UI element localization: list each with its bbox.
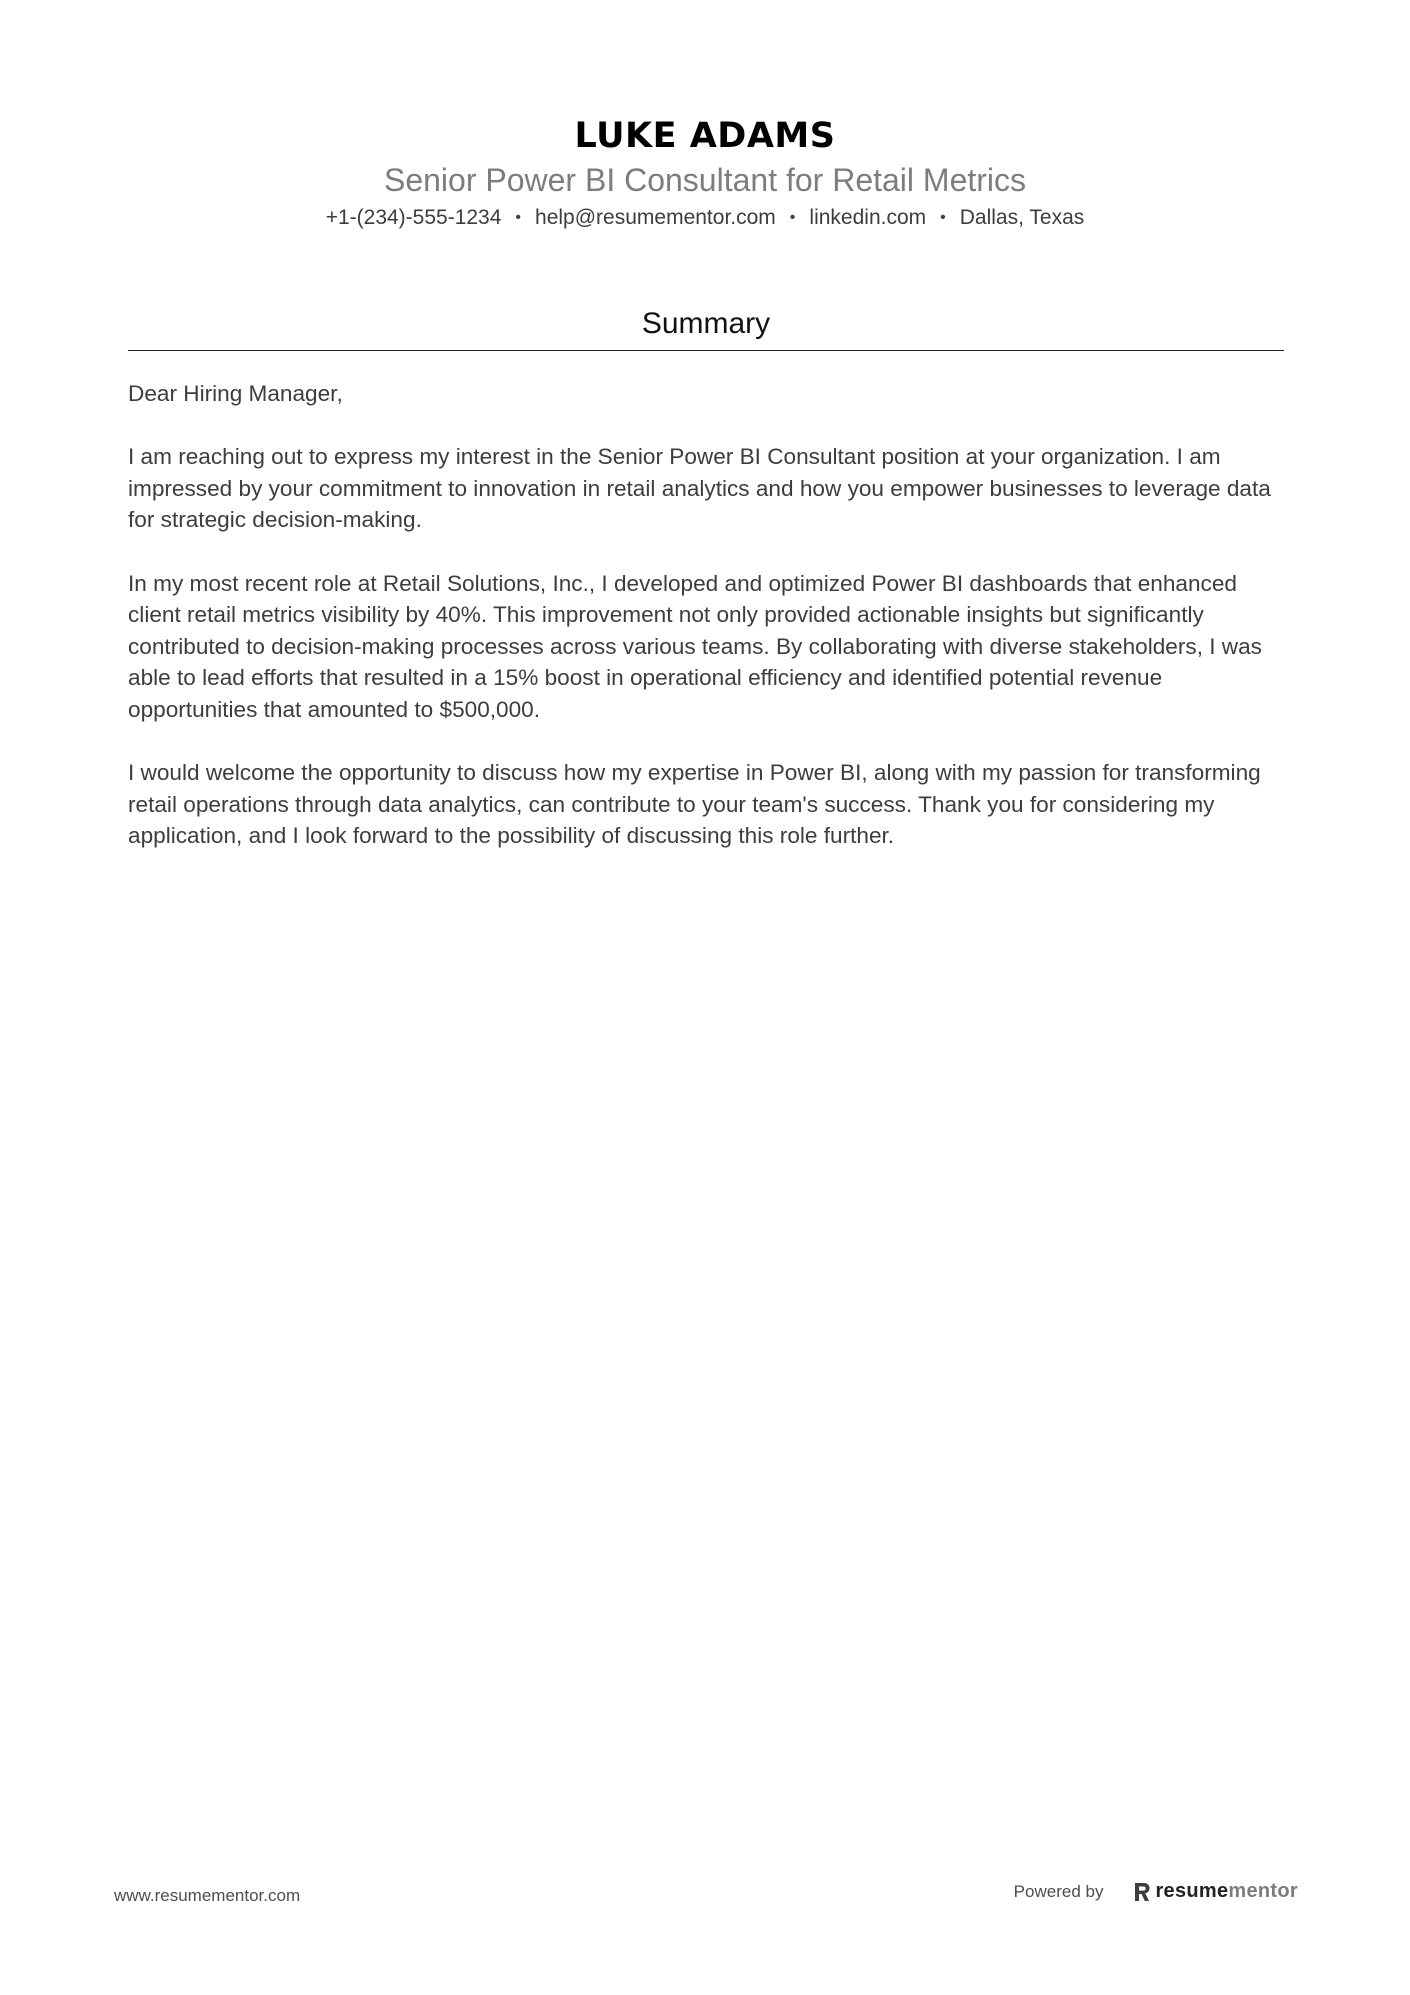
contact-line <box>0 204 1410 232</box>
footer-website[interactable]: www.resumementor.com <box>114 1886 301 1905</box>
letter-salutation: Dear Hiring Manager, <box>128 381 343 406</box>
brand-logo[interactable] <box>1133 1880 1298 1903</box>
contact-separator: • <box>515 209 522 226</box>
letter-paragraph: I am reaching out to express my interest in the Senior Power BI Consultant position at your organization. I am impressed by your commitment to innovation in retail analytics and how you empower businesses to leverage data for strategic decision-making. <box>128 444 1271 533</box>
candidate-name: LUKE ADAMS <box>574 116 836 156</box>
contact-location: Dallas, Texas <box>959 206 1085 229</box>
contact-phone: +1-(234)-555-1234 <box>325 206 502 229</box>
section-title: Summary <box>641 307 771 340</box>
contact-separator: • <box>940 209 946 226</box>
resumementor-logo-icon <box>1133 1882 1151 1902</box>
contact-linkedin[interactable]: linkedin.com <box>809 206 927 229</box>
letter-body <box>128 378 1288 884</box>
letter-paragraph: I would welcome the opportunity to discuss how my expertise in Power BI, along with my passion for transforming retail operations through data analytics, can contribute to your team's success. Thank you for considering my application, and I look forward to the possibility of discussing this role further. <box>128 760 1261 849</box>
footer-branding <box>1014 1880 1298 1903</box>
brand-name-part2: mentor <box>1228 1880 1298 1902</box>
candidate-role: Senior Power BI Consultant for Retail Metrics <box>383 162 1027 198</box>
powered-by-label: Powered by <box>1013 1881 1104 1901</box>
section-divider <box>128 350 1284 351</box>
header <box>0 112 1410 232</box>
brand-name-part1: resume <box>1155 1880 1229 1902</box>
contact-email[interactable]: help@resumementor.com <box>535 206 776 229</box>
contact-separator: • <box>789 209 796 226</box>
letter-paragraph: In my most recent role at Retail Solutions, Inc., I developed and optimized Power BI dashboards that enhanced client retail metrics visibility by 40%. This improvement not only provided actionable insights but significantly contributed to decision-making processes across various teams. By collaborating with diverse stakeholders, I was able to lead efforts that resulted in a 15% boost in operational efficiency and identified potential revenue opportunities that amounted to $500,000. <box>128 570 1262 722</box>
